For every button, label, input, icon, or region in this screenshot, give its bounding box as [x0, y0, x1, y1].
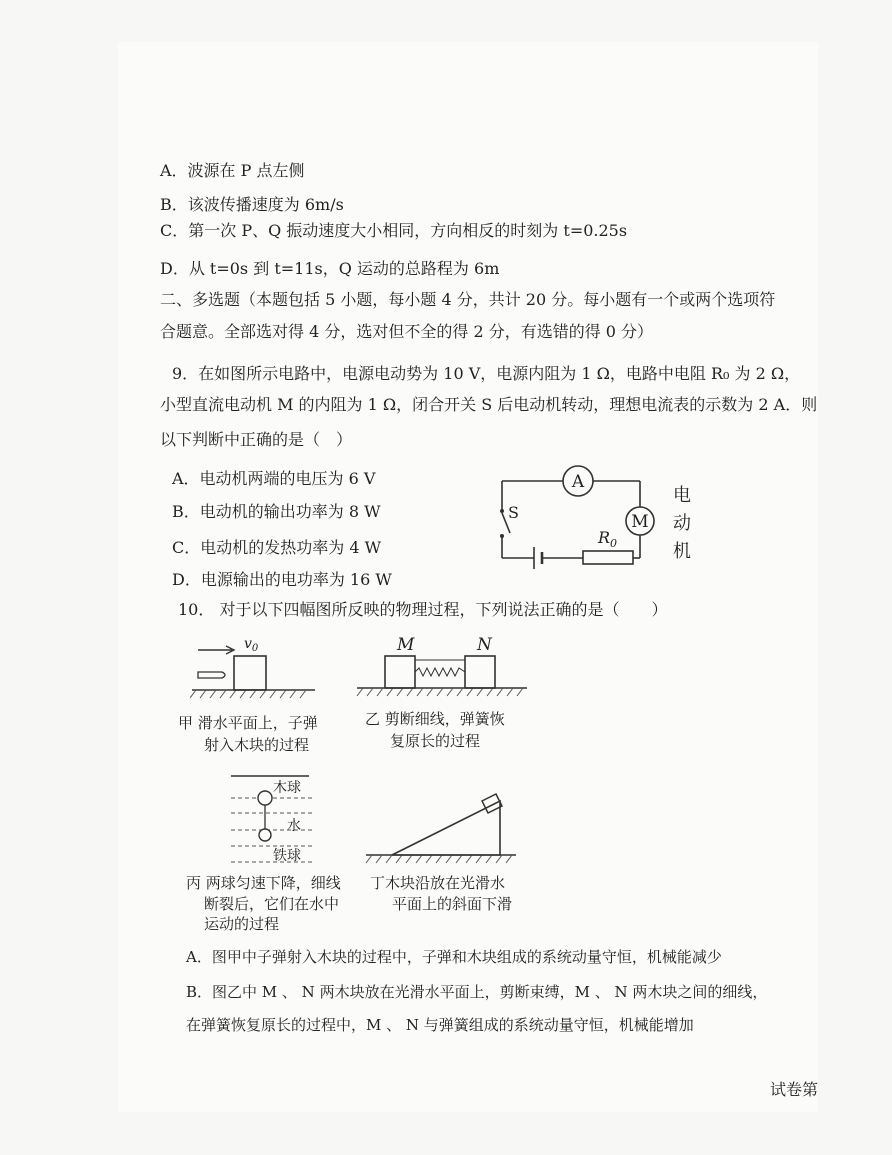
velocity-label: v: [244, 636, 252, 652]
q8-option-b: B．该波传播速度为 6m/s: [160, 195, 344, 214]
fig-yi-caption-2: 复原长的过程: [390, 732, 481, 750]
q9-stem-line3: 以下判断中正确的是（ ）: [160, 430, 353, 449]
section2-heading-line2: 合题意。全部选对得 4 分，选对但不全的得 2 分，有选错的得 0 分）: [160, 322, 654, 341]
motor-caption-3: 机: [673, 541, 691, 562]
wood-block: [234, 656, 266, 690]
spring-icon: [415, 668, 465, 676]
circuit-diagram: [490, 455, 710, 585]
fig-bing-caption-1: 丙 两球匀速下降，细线: [186, 874, 341, 892]
label-m: M: [397, 635, 415, 655]
switch-label: S: [508, 503, 519, 522]
figure-bing: [225, 768, 335, 868]
q10-option-b-line2: 在弹簧恢复原长的过程中，M 、 N 与弹簧组成的系统动量守恒，机械能增加: [186, 1016, 694, 1034]
motor-label: M: [631, 512, 649, 532]
fig-bing-caption-2: 断裂后，它们在水中: [204, 895, 340, 913]
ammeter-label: A: [571, 472, 585, 492]
q10-stem: 10． 对于以下四幅图所反映的物理过程，下列说法正确的是（ ）: [178, 600, 668, 619]
q9-stem-line1: 9．在如图所示电路中，电源电动势为 10 V，电源内阻为 1 Ω，电路中电阻 R₀ 为 2 Ω，: [172, 364, 801, 383]
q9-stem-line2: 小型直流电动机 M 的内阻为 1 Ω，闭合开关 S 后电动机转动，理想电流表的示数为 2 A．则: [160, 395, 818, 414]
velocity-subscript: 0: [251, 643, 259, 654]
fig-ding-caption-1: 丁木块沿放在光滑水: [370, 874, 506, 892]
sliding-block-icon: [482, 794, 502, 813]
resistor-subscript: 0: [610, 537, 618, 550]
q9-option-c: C．电动机的发热功率为 4 W: [172, 538, 382, 557]
q10-option-a: A．图甲中子弹射入木块的过程中，子弹和木块组成的系统动量守恒，机械能减少: [186, 948, 722, 966]
q10-option-b-line1: B．图乙中 M 、 N 两木块放在光滑水平面上，剪断束缚，M 、 N 两木块之间的细线，: [186, 983, 768, 1001]
svg-text:R0: [597, 528, 617, 550]
wood-ball-label: 木球: [273, 780, 301, 796]
switch-contact-bottom: [500, 534, 504, 538]
water-label: 水: [287, 818, 301, 834]
motor-caption-1: 电: [673, 485, 691, 506]
iron-ball-label: 铁球: [273, 848, 301, 864]
fig-ding-caption-2: 平面上的斜面下滑: [392, 895, 513, 913]
section2-heading-line1: 二、多选题（本题包括 5 小题，每小题 4 分，共计 20 分。每小题有一个或两个选项符: [160, 290, 776, 309]
wood-ball-icon: [258, 791, 272, 805]
figure-yi: [355, 628, 530, 708]
svg-text:v0: [244, 636, 259, 654]
label-n: N: [477, 635, 492, 655]
fig-yi-caption-1: 乙 剪断细线，弹簧恢: [365, 710, 505, 728]
page-footer: 试卷第: [770, 1080, 819, 1099]
block-m: [385, 656, 415, 688]
incline-icon: [392, 801, 500, 855]
figure-jia: [190, 628, 320, 708]
fig-jia-caption-2: 射入木块的过程: [204, 736, 310, 754]
q8-option-c: C．第一次 P、Q 振动速度大小相同，方向相反的时刻为 t=0.25s: [160, 221, 628, 240]
block-n: [465, 656, 495, 688]
q8-option-a: A．波源在 P 点左侧: [160, 161, 305, 180]
fig-jia-caption-1: 甲 滑水平面上，子弹: [178, 714, 318, 732]
q9-option-b: B．电动机的输出功率为 8 W: [172, 502, 381, 521]
q8-option-d: D．从 t=0s 到 t=11s，Q 运动的总路程为 6m: [160, 259, 500, 278]
iron-ball-icon: [259, 829, 271, 841]
motor-caption-2: 动: [673, 513, 691, 534]
q9-option-a: A．电动机两端的电压为 6 V: [172, 469, 376, 488]
bullet: [198, 672, 225, 678]
figure-ding: [362, 785, 522, 865]
fig-bing-caption-3: 运动的过程: [204, 915, 280, 933]
switch-contact-top: [500, 509, 504, 513]
q9-option-d: D．电源输出的电功率为 16 W: [172, 570, 392, 589]
resistor-icon: [583, 551, 633, 564]
resistor-label: R: [598, 528, 611, 547]
